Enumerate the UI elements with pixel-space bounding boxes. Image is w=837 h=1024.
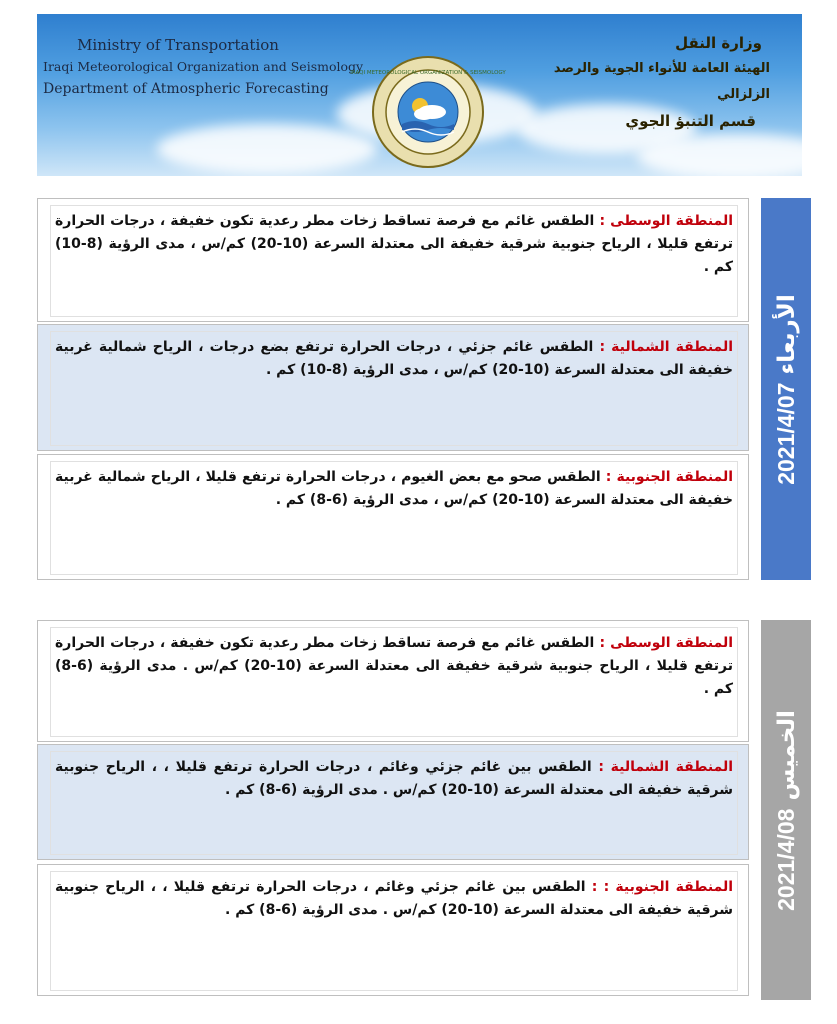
region-separator: :: [598, 759, 604, 775]
region-separator: :: [605, 469, 612, 485]
date-value: 2021/4/07: [772, 381, 799, 485]
region-forecast-text: [55, 466, 733, 512]
region-name: المنطقة الوسطى: [610, 213, 734, 229]
region-forecast-text: [55, 756, 733, 802]
region-forecast-text: [55, 632, 733, 701]
forecast-day-wednesday: [37, 198, 811, 580]
cloud-decoration: [157, 124, 377, 174]
logo-text: IRAQI METEOROLOGICAL ORGANIZATION & SEISMOLOGY: [350, 70, 506, 76]
region-forecast-text: [55, 336, 733, 382]
region-northern: [37, 324, 749, 451]
forecast-body: الطقس غائم مع فرصة تساقط زخات مطر رعدية تكون خفيفة ، درجات الحرارة ترتفع قليلا ، الرياح جنوبية شرقية خفيفة الى معتدلة السرعة (10-20) كم/س . مدى الرؤية (6-8) كم .: [55, 635, 733, 697]
region-separator: : :: [591, 879, 610, 895]
forecast-body: الطقس صحو مع بعض الغيوم ، درجات الحرارة ترتفع قليلا ، الرياح شمالية غربية خفيفة الى معتدلة السرعة (10-20) كم/س ، مدى الرؤية (6-8) كم .: [55, 469, 733, 508]
region-name: المنطقة الشمالية: [610, 759, 734, 775]
region-southern: [37, 864, 749, 996]
region-name: المنطقة الشمالية: [611, 339, 733, 355]
date-tab: [761, 620, 811, 1000]
arabic-header: [530, 30, 770, 134]
forecast-body: الطقس غائم جزئي ، درجات الحرارة ترتفع بضع درجات ، الرياح شمالية غربية خفيفة الى معتدلة السرعة (10-20) كم/س ، مدى الرؤية (8-10) كم .: [55, 339, 733, 378]
department-name-ar: قسم التنبؤ الجوي: [625, 112, 756, 130]
region-name: المنطقة الجنوبية: [615, 879, 734, 895]
organization-name-en: Iraqi Meteorological Organization and Seismology: [43, 59, 364, 74]
region-central: [37, 198, 749, 322]
cloud-decoration: [637, 134, 837, 179]
date-label: [773, 710, 800, 911]
department-name-en: Department of Atmospheric Forecasting: [43, 81, 329, 97]
date-tab: [761, 198, 811, 580]
forecast-body: الطقس بين غائم جزئي وغائم ، درجات الحرارة ترتفع قليلا ، ، الرياح جنوبية شرقية خفيفة الى معتدلة السرعة (10-20) كم/س . مدى الرؤية (6-8) كم .: [55, 759, 733, 798]
english-header: [43, 34, 364, 100]
region-central: [37, 620, 749, 742]
forecast-day-thursday: [37, 620, 811, 1000]
date-value: 2021/4/08: [772, 808, 799, 911]
organization-logo: [350, 54, 506, 170]
day-name: الخميس: [773, 709, 800, 801]
region-separator: :: [599, 635, 606, 651]
day-name: الأربعاء: [773, 293, 800, 374]
region-northern: [37, 744, 749, 860]
region-name: المنطقة الوسطى: [610, 635, 734, 651]
region-southern: [37, 454, 749, 580]
header-banner: [37, 14, 802, 176]
region-separator: :: [599, 339, 606, 355]
region-forecast-text: [55, 210, 733, 279]
region-separator: :: [599, 213, 606, 229]
forecast-body: الطقس غائم مع فرصة تساقط زخات مطر رعدية تكون خفيفة ، درجات الحرارة ترتفع قليلا ، الرياح جنوبية شرقية خفيفة الى معتدلة السرعة (10-20) كم/س ، مدى الرؤية (8-10) كم .: [55, 213, 733, 275]
ministry-name-en: Ministry of Transportation: [77, 36, 279, 54]
date-label: [773, 294, 800, 485]
organization-name-ar: الهيئة العامة للأنواء الجوية والرصد الزلزالي: [553, 61, 770, 102]
region-forecast-text: [55, 876, 733, 922]
ministry-name-ar: وزارة النقل: [675, 34, 762, 52]
region-name: المنطقة الجنوبية: [616, 469, 734, 485]
forecast-body: الطقس بين غائم جزئي وغائم ، درجات الحرارة ترتفع قليلا ، ، الرياح جنوبية شرقية خفيفة الى معتدلة السرعة (10-20) كم/س . مدى الرؤية (6-8) كم .: [55, 879, 733, 918]
